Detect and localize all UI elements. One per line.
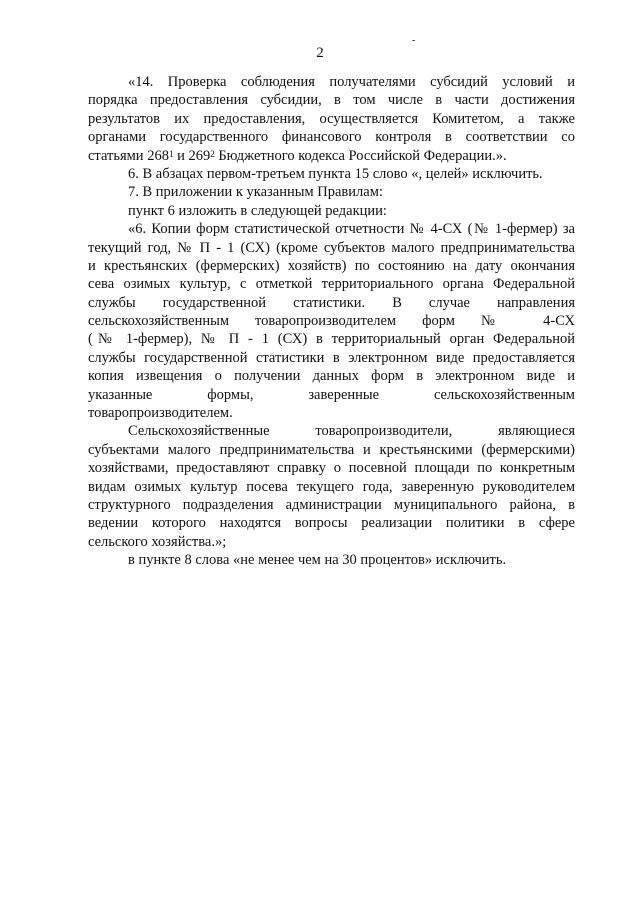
text-line: органами государственного финансового контроля в соответствии со xyxy=(88,129,575,146)
text-line: сельского хозяйства.»; xyxy=(88,533,227,550)
text-line: ведении которого находятся вопросы реализации политики в сфере xyxy=(88,515,575,532)
text-fragment: статьями 268 xyxy=(88,147,169,164)
text-line: 6. В абзацах первом-третьем пункта 15 слово «, целей» исключить. xyxy=(128,165,543,182)
paragraph-point-6-intro xyxy=(88,202,575,220)
text-line: копия извещения о получении данных форм в электронном виде и xyxy=(88,368,575,385)
paragraph-agricultural-producers xyxy=(88,422,575,551)
text-line: видам озимых культур посева текущего года, заверенную руководителем xyxy=(88,478,575,495)
text-line: структурного подразделения администрации муниципального района, в xyxy=(88,496,575,513)
page-number: 2 xyxy=(316,45,324,61)
paragraph-item-7 xyxy=(88,183,575,201)
text-line: 7. В приложении к указанным Правилам: xyxy=(128,184,383,201)
text-line: порядка предоставления субсидии, в том числе в части достижения xyxy=(88,92,575,109)
text-line: указанные формы, заверенные сельскохозяйственным xyxy=(88,386,575,403)
corner-mark: - xyxy=(412,35,416,46)
text-line: субъектами малого предпринимательства и крестьянскими (фермерскими) xyxy=(88,441,575,458)
text-line: товаропроизводителем. xyxy=(88,405,233,422)
paragraph-item-6 xyxy=(88,165,575,183)
text-line: «14. Проверка соблюдения получателями субсидий условий и xyxy=(128,74,575,90)
superscript: 1 xyxy=(168,148,174,159)
text-line: Сельскохозяйственные товаропроизводители, являющиеся xyxy=(128,423,575,440)
paragraph-point-6-text xyxy=(88,220,575,422)
text-line: службы государственной статистики. В случае направления xyxy=(88,294,575,311)
text-fragment: и 269 xyxy=(173,147,211,164)
text-line xyxy=(88,147,575,165)
text-line: и крестьянских (фермерских) хозяйств) по состоянию на дату окончания xyxy=(88,257,575,274)
text-line: пункт 6 изложить в следующей редакции: xyxy=(128,202,387,219)
text-line: хозяйствами, предоставляют справку о посевной площади по конкретным xyxy=(88,460,575,477)
superscript: 2 xyxy=(210,148,215,159)
text-line: в пункте 8 слова «не менее чем на 30 процентов» исключить. xyxy=(128,552,507,569)
text-line: текущий год, № П - 1 (СХ) (кроме субъектов малого предпринимательства xyxy=(88,239,575,256)
paragraph-14 xyxy=(88,73,575,165)
paragraph-point-8 xyxy=(88,551,575,569)
text-line: результатов их предоставления, осуществляется Комитетом, а также xyxy=(88,110,575,127)
text-line: сева озимых культур, с отметкой территориального органа Федеральной xyxy=(88,276,575,293)
text-line: сельскохозяйственным товаропроизводителем форм № 4-СХ xyxy=(88,313,575,330)
document-body xyxy=(88,73,575,570)
text-fragment: Бюджетного кодекса Российской Федерации.». xyxy=(214,147,507,164)
text-line: «6. Копии форм статистической отчетности № 4-СХ (№ 1-фермер) за xyxy=(128,221,575,238)
text-line: службы государственной статистики в электронном виде предоставляется xyxy=(88,349,575,366)
text-line: (№ 1-фермер), № П - 1 (СХ) в территориальный орган Федеральной xyxy=(88,331,575,348)
